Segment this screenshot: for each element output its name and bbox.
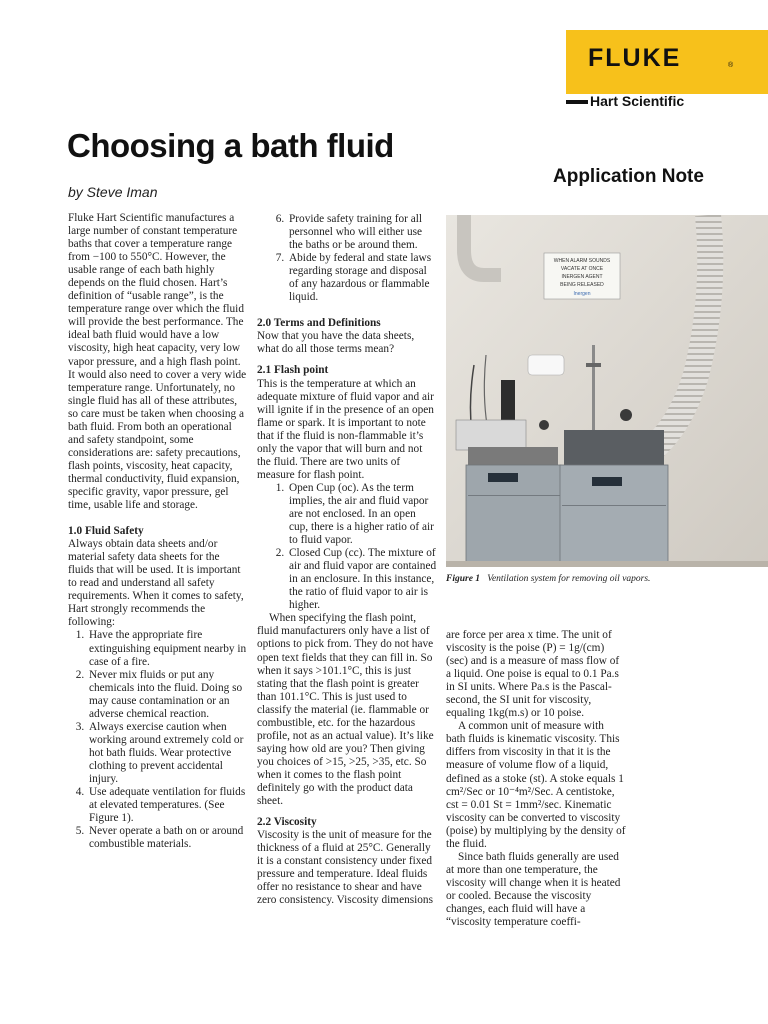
figure-photo bbox=[446, 215, 768, 567]
figure-caption bbox=[446, 574, 650, 584]
flash-point-list bbox=[257, 482, 437, 612]
list-item: 7. Abide by federal and state laws regarding storage and disposal of any hazardous or flammable liquid. bbox=[287, 252, 437, 304]
column-1 bbox=[68, 212, 248, 851]
viscosity-paragraph-cont: are force per area x time. The unit of viscosity is the poise (P) = 1g/(cm) (sec) and is a measure of mass flow of a liquid. One poise is equal to 0.1 Pa.s in SI units. Where Pa.s is the Pascal-second, the SI unit for viscosity, equaling 1kg(m.s) or 10 poise. bbox=[446, 629, 620, 720]
safety-list-continued bbox=[257, 213, 437, 304]
sign-line: BEING RELEASED bbox=[560, 282, 604, 288]
section-heading-viscosity: 2.2 Viscosity bbox=[257, 816, 317, 829]
list-item: 1. Open Cup (oc). As the term implies, the air and fluid vapor are not enclosed. In an open cup, there is a higher ratio of air to fluid vapor. bbox=[287, 482, 437, 547]
hart-scientific-label: Hart Scientific bbox=[590, 93, 685, 109]
section-heading-fluid-safety: 1.0 Fluid Safety bbox=[68, 525, 144, 538]
list-item: 5. Never operate a bath on or around combustible materials. bbox=[87, 825, 248, 851]
fluke-logo: FLUKE bbox=[588, 44, 682, 72]
column-3 bbox=[446, 629, 626, 929]
sign-line: INERGEN AGENT bbox=[561, 274, 603, 280]
list-item: 4. Use adequate ventilation for fluids at elevated temperatures. (See Figure 1). bbox=[87, 786, 248, 825]
page-title: Choosing a bath fluid bbox=[67, 127, 394, 164]
registered-mark: ® bbox=[728, 62, 734, 69]
figure-label: Figure 1 bbox=[446, 574, 481, 584]
safety-list bbox=[68, 629, 248, 851]
section-heading-terms: 2.0 Terms and Definitions bbox=[257, 317, 381, 330]
temperature-coefficient-paragraph: Since bath fluids generally are used at more than one temperature, the viscosity will change when it is heated or cooled. Because the viscosity changes, each fluid will have a “viscosity temperature coeffi- bbox=[446, 850, 621, 929]
sign-line: WHEN ALARM SOUNDS bbox=[553, 258, 611, 264]
flash-point-paragraph: This is the temperature at which an adequate mixture of fluid vapor and air will ignite if in the presence of an open flame or spark. It is important to note that if the fluid is non-flammable it’s only the vapor that will burn and not the fluid. There are two units of measure for flash point. bbox=[257, 377, 434, 481]
viscosity-paragraph: Viscosity is the unit of measure for the thickness of a fluid at 25°C. Generally it is a constant consistency under fixed pressure and temperature. Ideal fluids offer no resistance to shear and have zero consistency. Viscosity dimensions bbox=[257, 829, 433, 907]
list-item: 2. Closed Cup (cc). The mixture of air and fluid vapor are contained in an enclosure. In this instance, the ratio of fluid vapor to air is higher. bbox=[287, 547, 437, 612]
safety-paragraph: Always obtain data sheets and/or material safety data sheets for the fluids that will be used. It is important to read and understand all safety requirements. When it comes to safety, Hart strongly recommends the following: bbox=[68, 538, 244, 629]
column-2 bbox=[257, 213, 437, 907]
list-item: 2. Never mix fluids or put any chemicals into the fluid. Doing so may cause contamination or an adverse chemical reaction. bbox=[87, 669, 248, 721]
brand-bar bbox=[566, 100, 588, 104]
list-item: 6. Provide safety training for all personnel who will either use the baths or be around them. bbox=[287, 213, 437, 252]
terms-paragraph: Now that you have the data sheets, what do all those terms mean? bbox=[257, 330, 415, 356]
figure-caption-text: Ventilation system for removing oil vapors. bbox=[487, 574, 651, 584]
intro-paragraph: Fluke Hart Scientific manufactures a large number of constant temperature baths that cover a temperature range from −100 to 550°C. However, the usable range of each bath highly depends on the fluid chosen. Hart’s definition of “usable range”, is the temperature range over which the fluid will provide the best performance. The ideal bath fluid would have a low viscosity, high heat capacity, very low vapor pressure, and a high flash point. It would also need to cover a very wide temperature range. Unfortunately, no single fluid has all of these attributes, so care must be taken when choosing a bath fluid. From both an operational and safety standpoint, some considerations are: safety precautions, flash points, viscosity, heat capacity, thermal conductivity, fluid expansion, specific gravity, vapor pressure, gel time, usable life and storage. bbox=[68, 212, 247, 512]
sign-line: Inergen bbox=[573, 291, 591, 297]
flash-point-paragraph-2: When specifying the flash point, fluid manufacturers only have a list of options to pick from. They do not have open text fields that they can fill in. So when it says >101.1°C, this is just stating that the flash point is greater than 101.1°C. This is just used to classify the material (ie. flammable or combustible, etc. for the hazardous profile, not as an actual value). It’s like saying how old are you? Then giving you choices of >15, >25, >35, etc. So when it comes to the flash point definitely go with the product data sheet. bbox=[257, 612, 434, 808]
document-type: Application Note bbox=[553, 166, 704, 187]
kinematic-viscosity-paragraph: A common unit of measure with bath fluids is kinematic viscosity. This differs from viscosity in that it is the measure of volume flow of a liquid, defined as a stoke (st). A stoke equals 1 cm²/Sec or 10⁻⁴m²/Sec. A centistoke, cst = 0.01 St = 1mm²/sec. Kinematic viscosity can be converted to viscosity (poise) by multiplying by the density of the fluid. bbox=[446, 720, 626, 850]
list-item: 3. Always exercise caution when working around extremely cold or hot bath fluids. Wear protective clothing to prevent accidental injury. bbox=[87, 721, 248, 786]
list-item: 1. Have the appropriate fire extinguishing equipment nearby in case of a fire. bbox=[87, 629, 248, 668]
author-byline: by Steve Iman bbox=[68, 184, 158, 200]
section-heading-flash-point: 2.1 Flash point bbox=[257, 364, 329, 377]
sign-line: VACATE AT ONCE bbox=[560, 266, 604, 272]
